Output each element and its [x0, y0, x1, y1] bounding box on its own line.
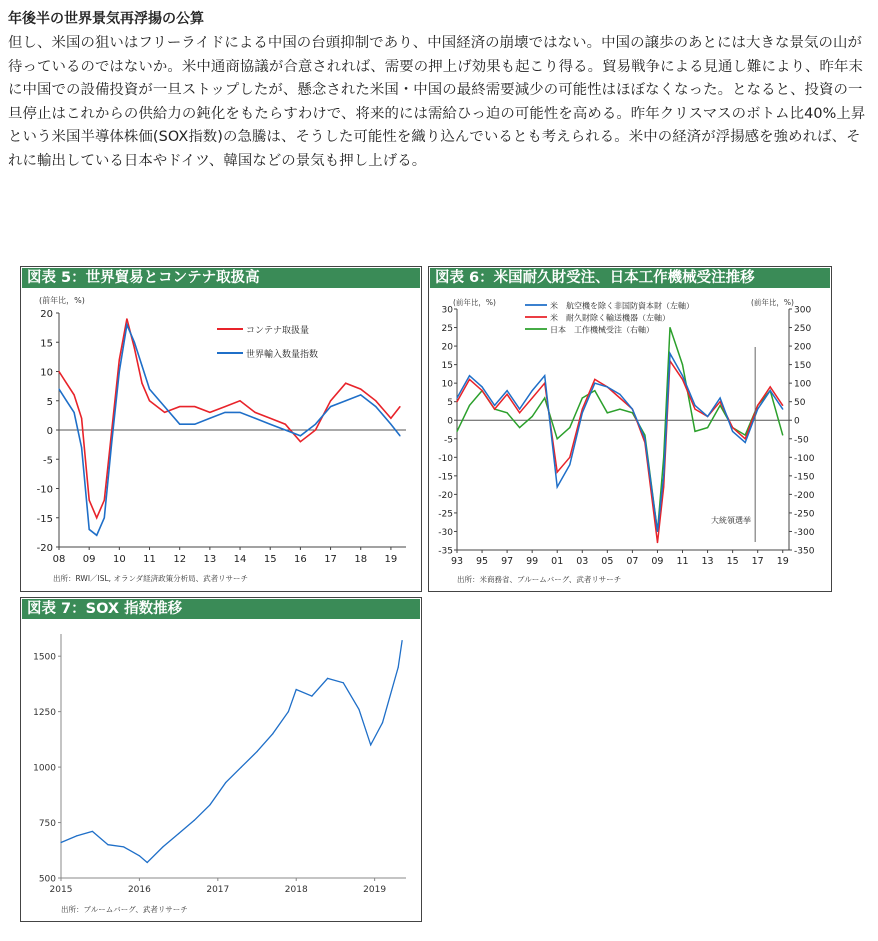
right-tick-label: 150 — [794, 361, 812, 372]
data-point — [360, 394, 361, 395]
x-tick-label: 2018 — [284, 885, 308, 895]
data-point — [644, 438, 645, 439]
data-point — [507, 412, 508, 413]
data-point — [300, 441, 301, 442]
data-point — [270, 418, 271, 419]
data-point — [732, 427, 733, 428]
x-tick-label: 2019 — [363, 885, 387, 895]
x-tick-label: 05 — [601, 556, 614, 567]
data-point — [694, 431, 695, 432]
data-point — [126, 324, 127, 325]
data-point — [494, 409, 495, 410]
y-tick-label: 0 — [46, 426, 53, 437]
data-point — [757, 409, 758, 410]
x-tick-label: 12 — [173, 554, 187, 565]
data-point — [66, 400, 67, 401]
data-point — [382, 722, 383, 723]
data-point — [669, 353, 670, 354]
data-point — [300, 435, 301, 436]
left-tick-label: -5 — [444, 435, 453, 446]
data-point — [607, 412, 608, 413]
data-point — [360, 388, 361, 389]
x-tick-label: 11 — [676, 556, 689, 567]
data-point — [209, 804, 210, 805]
left-tick-label: -15 — [438, 472, 453, 483]
legend-label-1: コンテナ取扱量 — [246, 326, 310, 336]
data-point — [141, 365, 142, 366]
y-tick-label: 500 — [38, 874, 56, 885]
data-point — [557, 486, 558, 487]
data-point — [770, 390, 771, 391]
data-point — [330, 400, 331, 401]
y-tick-label: -10 — [36, 484, 53, 496]
x-tick-label: 95 — [476, 556, 489, 567]
legend-label-2: 米 耐久財除く輸送機器（左軸） — [550, 313, 670, 323]
x-tick-label: 17 — [751, 556, 764, 567]
data-point — [73, 412, 74, 413]
data-point — [194, 406, 195, 407]
y-unit-label: (前年比，%) — [39, 296, 85, 305]
x-tick-label: 10 — [112, 554, 126, 565]
data-point — [107, 844, 108, 845]
data-point — [644, 434, 645, 435]
data-point — [272, 733, 273, 734]
y-tick-label: 5 — [46, 396, 53, 408]
data-point — [694, 409, 695, 410]
data-point — [619, 394, 620, 395]
x-tick-label: 01 — [551, 556, 564, 567]
data-point — [81, 418, 82, 419]
data-point — [390, 418, 391, 419]
figure-6-title: 図表 6：米国耐久財受注、日本工作機械受注推移 — [430, 268, 830, 288]
data-point — [532, 416, 533, 417]
right-tick-label: -150 — [794, 472, 815, 483]
data-point — [141, 383, 142, 384]
data-point — [224, 406, 225, 407]
data-point — [481, 390, 482, 391]
x-tick-label: 15 — [726, 556, 739, 567]
left-tick-label: 15 — [441, 361, 453, 372]
data-point — [519, 409, 520, 410]
data-point — [557, 438, 558, 439]
figure-7-chart — [21, 598, 421, 921]
x-tick-label: 2016 — [127, 885, 151, 895]
x-tick-label: 15 — [263, 554, 277, 565]
figure-5-panel — [20, 266, 422, 592]
data-point — [456, 431, 457, 432]
data-point — [111, 441, 112, 442]
left-tick-label: 20 — [441, 342, 453, 353]
x-tick-label: 11 — [143, 554, 156, 565]
data-point — [104, 500, 105, 501]
left-tick-label: -10 — [438, 453, 453, 464]
data-point — [76, 835, 77, 836]
data-point — [315, 424, 316, 425]
data-point — [224, 412, 225, 413]
data-point — [164, 412, 165, 413]
y-tick-label: -5 — [43, 455, 53, 467]
y-tick-label: 1250 — [33, 708, 56, 719]
x-tick-label: 17 — [324, 554, 337, 565]
data-point — [469, 379, 470, 380]
x-tick-label: 09 — [82, 554, 96, 565]
data-point — [632, 412, 633, 413]
left-tick-label: 25 — [441, 324, 453, 335]
data-point — [745, 434, 746, 435]
data-point — [285, 429, 286, 430]
figure-7-title: 図表 7：SOX 指数推移 — [22, 599, 420, 619]
data-point — [745, 442, 746, 443]
data-point — [594, 379, 595, 380]
right-tick-label: -300 — [794, 527, 815, 538]
data-point — [134, 342, 135, 343]
data-point — [89, 529, 90, 530]
right-tick-label: -100 — [794, 453, 815, 464]
data-point — [569, 464, 570, 465]
data-point — [179, 406, 180, 407]
data-point — [594, 383, 595, 384]
data-point — [582, 409, 583, 410]
x-tick-label: 08 — [52, 554, 66, 565]
left-tick-label: -30 — [438, 527, 453, 538]
right-tick-label: 200 — [794, 342, 812, 353]
data-point — [707, 427, 708, 428]
data-point — [96, 517, 97, 518]
data-point — [619, 409, 620, 410]
data-point — [104, 517, 105, 518]
x-tick-label: 14 — [233, 554, 247, 565]
data-point — [507, 390, 508, 391]
figure-6-panel — [428, 266, 832, 592]
data-point — [682, 364, 683, 365]
legend-label-2: 世界輸入数量指数 — [246, 350, 319, 360]
data-point — [757, 405, 758, 406]
data-point — [707, 416, 708, 417]
data-point — [456, 401, 457, 402]
data-point — [345, 383, 346, 384]
data-point — [134, 348, 135, 349]
data-point — [58, 388, 59, 389]
data-point — [401, 640, 402, 641]
figure-7-panel — [20, 597, 422, 922]
source-note: 出所：米商務省、ブルームバーグ、武者リサーチ — [457, 575, 622, 584]
legend-label-3: 日本 工作機械受注（右軸） — [550, 325, 654, 335]
data-point — [399, 435, 400, 436]
data-point — [582, 397, 583, 398]
data-point — [569, 457, 570, 458]
x-tick-label: 93 — [450, 556, 464, 567]
data-point — [719, 397, 720, 398]
data-point — [782, 434, 783, 435]
data-point — [343, 682, 344, 683]
y-tick-label: -20 — [36, 543, 53, 554]
data-point — [239, 400, 240, 401]
data-point — [66, 383, 67, 384]
legend-label-1: 米 航空機を除く非国防資本財（左軸） — [550, 301, 694, 311]
x-tick-label: 2015 — [49, 885, 73, 895]
right-tick-label: 300 — [794, 305, 812, 316]
data-point — [296, 689, 297, 690]
data-point — [241, 766, 242, 767]
left-tick-label: -35 — [438, 546, 453, 557]
x-tick-label: 13 — [701, 556, 714, 567]
data-point — [782, 405, 783, 406]
data-point — [58, 371, 59, 372]
data-point — [73, 394, 74, 395]
data-point — [607, 386, 608, 387]
data-point — [494, 405, 495, 406]
data-point — [119, 371, 120, 372]
data-point — [225, 782, 226, 783]
y-tick-label: 15 — [40, 338, 53, 350]
data-point — [544, 375, 545, 376]
data-point — [481, 386, 482, 387]
left-tick-label: -20 — [438, 490, 453, 501]
right-tick-label: -350 — [794, 546, 815, 557]
data-point — [178, 833, 179, 834]
data-point — [92, 831, 93, 832]
data-point — [544, 397, 545, 398]
data-point — [398, 667, 399, 668]
series-line-1 — [457, 354, 783, 532]
data-point — [582, 412, 583, 413]
data-point — [732, 431, 733, 432]
data-point — [164, 406, 165, 407]
y-tick-label: 20 — [40, 309, 53, 320]
y-tick-label: 1000 — [33, 763, 56, 774]
data-point — [532, 390, 533, 391]
data-point — [399, 406, 400, 407]
right-tick-label: 0 — [794, 416, 800, 427]
article-body: 但し、米国の狙いはフリーライドによる中国の台頭抑制であり、中国経済の崩壊ではない。中国の譲歩のあとには大きな景気の山が待っているのではないか。米中通商協議が合意されれば、需要の押上げ効果も起こり得る。貿易戦争による見通し難により、昨年末に中国での設備投資が一旦ストップしたが、懸念された米国・中国の最終需要減少の可能性はほぼなくなった。となると、投資の一旦停止はこれからの供給力の鈍化をもたらすわけで、将来的には需給ひっ迫の可能性を高める。昨年クリスマスのボトム比40%上昇という米国半導体株価(SOX指数)の急騰は、そうした可能性を織り込んでいるとも考えられる。米中の経済が浮揚感を強めれば、それに輸出している日本やドイツ、韓国などの景気も押し上げる。 — [8, 35, 866, 169]
data-point — [119, 359, 120, 360]
data-point — [194, 820, 195, 821]
figure-5-chart — [21, 267, 421, 591]
left-tick-label: 30 — [441, 305, 453, 316]
left-tick-label: 10 — [441, 379, 453, 390]
data-point — [569, 427, 570, 428]
left-unit-label: (前年比，%) — [453, 298, 496, 307]
data-point — [89, 500, 90, 501]
data-point — [663, 486, 664, 487]
left-tick-label: 5 — [447, 398, 453, 409]
x-tick-label: 2017 — [206, 885, 230, 895]
data-point — [255, 412, 256, 413]
data-point — [557, 472, 558, 473]
source-note: 出所：ブルームバーグ、武者リサーチ — [61, 905, 188, 914]
data-point — [315, 429, 316, 430]
data-point — [256, 751, 257, 752]
y-tick-label: -15 — [36, 513, 53, 525]
right-tick-label: -50 — [794, 435, 809, 446]
data-point — [123, 846, 124, 847]
data-point — [669, 327, 670, 328]
y-tick-label: 750 — [38, 819, 56, 830]
data-point — [782, 409, 783, 410]
figure-5-title: 図表 5：世界貿易とコンテナ取扱高 — [22, 268, 420, 288]
data-point — [194, 424, 195, 425]
data-point — [719, 401, 720, 402]
data-point — [657, 531, 658, 532]
right-tick-label: 250 — [794, 324, 812, 335]
data-point — [745, 438, 746, 439]
data-point — [682, 375, 683, 376]
data-point — [60, 842, 61, 843]
x-tick-label: 09 — [651, 556, 664, 567]
data-point — [239, 412, 240, 413]
data-point — [149, 400, 150, 401]
data-point — [694, 405, 695, 406]
data-point — [81, 447, 82, 448]
x-tick-label: 07 — [626, 556, 639, 567]
x-tick-label: 18 — [354, 554, 368, 565]
data-point — [519, 412, 520, 413]
data-point — [375, 400, 376, 401]
right-tick-label: -250 — [794, 509, 815, 520]
data-point — [594, 390, 595, 391]
article-heading: 年後半の世界景気再浮揚の公算 — [8, 11, 204, 27]
data-point — [288, 711, 289, 712]
data-point — [519, 427, 520, 428]
data-point — [370, 744, 371, 745]
x-tick-label: 03 — [576, 556, 589, 567]
y-tick-label: 1500 — [33, 652, 56, 663]
data-point — [469, 405, 470, 406]
data-point — [255, 418, 256, 419]
figure-6-chart — [429, 267, 831, 591]
right-unit-label: (前年比，%) — [751, 298, 794, 307]
data-point — [507, 394, 508, 395]
y-tick-label: 10 — [40, 367, 53, 379]
data-point — [456, 397, 457, 398]
x-tick-label: 19 — [384, 554, 398, 565]
data-point — [311, 696, 312, 697]
series-line-1 — [59, 319, 400, 518]
x-tick-label: 97 — [501, 556, 514, 567]
data-point — [126, 318, 127, 319]
data-point — [632, 409, 633, 410]
sox-line — [61, 641, 402, 863]
data-point — [657, 542, 658, 543]
data-point — [327, 678, 328, 679]
data-point — [682, 379, 683, 380]
data-point — [209, 412, 210, 413]
data-point — [719, 405, 720, 406]
article — [8, 8, 870, 173]
x-tick-label: 99 — [526, 556, 539, 567]
data-point — [770, 386, 771, 387]
right-tick-label: 100 — [794, 379, 812, 390]
data-point — [375, 406, 376, 407]
data-point — [663, 475, 664, 476]
data-point — [96, 535, 97, 536]
data-point — [270, 424, 271, 425]
data-point — [390, 424, 391, 425]
data-point — [149, 388, 150, 389]
x-tick-label: 16 — [294, 554, 307, 565]
data-point — [285, 424, 286, 425]
data-point — [532, 397, 533, 398]
right-tick-label: -200 — [794, 490, 815, 501]
left-tick-label: 0 — [447, 416, 453, 427]
data-point — [330, 406, 331, 407]
right-tick-label: 50 — [794, 398, 806, 409]
x-tick-label: 19 — [776, 556, 789, 567]
annotation-label: 大統領選挙 — [711, 516, 751, 525]
data-point — [139, 855, 140, 856]
data-point — [619, 397, 620, 398]
x-tick-label: 13 — [203, 554, 217, 565]
source-note: 出所：RWI／ISL, オランダ経済政策分析局、武者リサーチ — [53, 574, 249, 583]
data-point — [147, 862, 148, 863]
data-point — [358, 709, 359, 710]
left-tick-label: -25 — [438, 509, 453, 520]
data-point — [162, 846, 163, 847]
data-point — [209, 418, 210, 419]
data-point — [469, 375, 470, 376]
data-point — [345, 400, 346, 401]
data-point — [179, 424, 180, 425]
